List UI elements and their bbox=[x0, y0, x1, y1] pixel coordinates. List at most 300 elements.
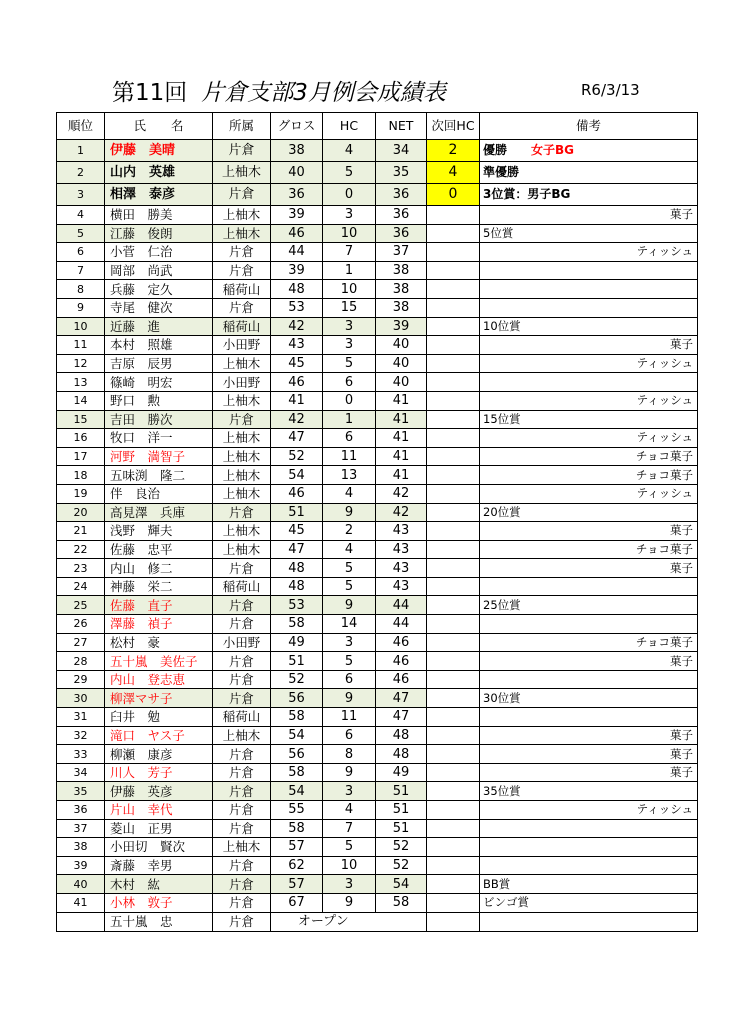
net-cell: 47 bbox=[376, 689, 427, 708]
next-hc-cell bbox=[427, 354, 480, 373]
net-cell: 37 bbox=[376, 243, 427, 262]
table-row bbox=[57, 856, 698, 875]
hc-cell: 11 bbox=[323, 708, 376, 727]
rank-cell: 36 bbox=[57, 801, 105, 820]
hc-cell: 4 bbox=[323, 540, 376, 559]
table-row bbox=[57, 745, 698, 764]
remark-cell bbox=[480, 466, 698, 485]
club-cell: 上柚木 bbox=[213, 522, 271, 541]
gross-cell: 48 bbox=[271, 577, 323, 596]
name-cell: 斎藤 幸男 bbox=[105, 856, 213, 875]
remark-text: 10位賞 bbox=[483, 318, 521, 333]
next-hc-cell bbox=[427, 410, 480, 429]
club-cell: 片倉 bbox=[213, 503, 271, 522]
rank-cell: 27 bbox=[57, 633, 105, 652]
rank-cell: 32 bbox=[57, 726, 105, 745]
table-row bbox=[57, 261, 698, 280]
name-cell: 松村 豪 bbox=[105, 633, 213, 652]
next-hc-cell bbox=[427, 745, 480, 764]
remark-text: 15位賞 bbox=[483, 411, 521, 426]
open-row bbox=[57, 912, 698, 931]
name-cell: 岡部 尚武 bbox=[105, 261, 213, 280]
remark-cell bbox=[480, 708, 698, 727]
gross-cell: 54 bbox=[271, 466, 323, 485]
name-cell: 柳瀬 康彦 bbox=[105, 745, 213, 764]
next-hc-cell bbox=[427, 317, 480, 336]
next-hc-cell bbox=[427, 373, 480, 392]
remark-text: 菓子 bbox=[670, 560, 693, 575]
club-cell: 稲荷山 bbox=[213, 280, 271, 299]
gross-cell: 36 bbox=[271, 184, 323, 206]
remark-text: 準優勝 bbox=[483, 165, 520, 179]
gross-cell: 45 bbox=[271, 354, 323, 373]
open-label: オープン bbox=[271, 912, 376, 931]
table-row bbox=[57, 298, 698, 317]
remark-cell bbox=[480, 373, 698, 392]
club-cell: 上柚木 bbox=[213, 391, 271, 410]
remark-text: 25位賞 bbox=[483, 597, 521, 612]
hc-cell: 7 bbox=[323, 819, 376, 838]
remark-text: チョコ菓子 bbox=[635, 541, 693, 556]
hc-cell: 9 bbox=[323, 893, 376, 912]
gross-cell: 47 bbox=[271, 540, 323, 559]
gross-cell: 51 bbox=[271, 503, 323, 522]
club-cell: 上柚木 bbox=[213, 447, 271, 466]
gross-cell: 53 bbox=[271, 596, 323, 615]
table-row bbox=[57, 391, 698, 410]
remark-cell bbox=[480, 484, 698, 503]
table-row bbox=[57, 447, 698, 466]
rank-cell: 9 bbox=[57, 298, 105, 317]
header-club: 所属 bbox=[213, 113, 271, 140]
remark-text: ティッシュ bbox=[636, 802, 693, 817]
name-cell: 野口 勲 bbox=[105, 391, 213, 410]
next-hc-cell bbox=[427, 484, 480, 503]
remark-cell bbox=[480, 410, 698, 429]
remark-text: 30位賞 bbox=[483, 690, 521, 705]
remark-text: 菓子 bbox=[670, 746, 693, 761]
club-cell: 上柚木 bbox=[213, 354, 271, 373]
net-cell: 54 bbox=[376, 875, 427, 894]
club-cell: 稲荷山 bbox=[213, 577, 271, 596]
remark-cell bbox=[480, 912, 698, 931]
table-row bbox=[57, 559, 698, 578]
name-cell: 河野 満智子 bbox=[105, 447, 213, 466]
rank-cell: 37 bbox=[57, 819, 105, 838]
rank-cell: 31 bbox=[57, 708, 105, 727]
next-hc-cell: 0 bbox=[427, 184, 480, 206]
hc-cell: 9 bbox=[323, 503, 376, 522]
name-cell: 神藤 栄二 bbox=[105, 577, 213, 596]
table-row bbox=[57, 317, 698, 336]
gross-cell: 55 bbox=[271, 801, 323, 820]
name-cell: 小林 敦子 bbox=[105, 893, 213, 912]
next-hc-cell bbox=[427, 763, 480, 782]
gross-cell: 45 bbox=[271, 522, 323, 541]
table-row bbox=[57, 224, 698, 243]
club-cell: 上柚木 bbox=[213, 838, 271, 857]
rank-cell: 39 bbox=[57, 856, 105, 875]
next-hc-cell bbox=[427, 875, 480, 894]
name-cell: 小田切 賢次 bbox=[105, 838, 213, 857]
next-hc-cell bbox=[427, 224, 480, 243]
hc-cell: 6 bbox=[323, 429, 376, 448]
rank-cell: 38 bbox=[57, 838, 105, 857]
table-row bbox=[57, 577, 698, 596]
hc-cell: 6 bbox=[323, 670, 376, 689]
gross-cell: 62 bbox=[271, 856, 323, 875]
club-cell: 片倉 bbox=[213, 745, 271, 764]
hc-cell: 10 bbox=[323, 280, 376, 299]
rank-cell: 30 bbox=[57, 689, 105, 708]
remark-cell bbox=[480, 615, 698, 634]
name-cell: 伴 良治 bbox=[105, 484, 213, 503]
gross-cell: 57 bbox=[271, 838, 323, 857]
rank-cell: 12 bbox=[57, 354, 105, 373]
hc-cell: 5 bbox=[323, 838, 376, 857]
remark-cell bbox=[480, 838, 698, 857]
next-hc-cell bbox=[427, 447, 480, 466]
net-cell: 36 bbox=[376, 206, 427, 225]
remark-text: ティッシュ bbox=[636, 430, 693, 445]
club-cell: 片倉 bbox=[213, 763, 271, 782]
name-cell: 滝口 ヤス子 bbox=[105, 726, 213, 745]
gross-cell: 58 bbox=[271, 819, 323, 838]
next-hc-cell bbox=[427, 838, 480, 857]
net-cell: 42 bbox=[376, 503, 427, 522]
remark-cell bbox=[480, 670, 698, 689]
rank-cell: 22 bbox=[57, 540, 105, 559]
remark-text: 菓子 bbox=[670, 727, 693, 742]
table-row bbox=[57, 522, 698, 541]
hc-cell: 3 bbox=[323, 206, 376, 225]
hc-cell: 6 bbox=[323, 726, 376, 745]
name-cell: 五十嵐 忠 bbox=[105, 912, 213, 931]
net-cell: 46 bbox=[376, 633, 427, 652]
table-row bbox=[57, 280, 698, 299]
club-cell: 片倉 bbox=[213, 670, 271, 689]
next-hc-cell bbox=[427, 708, 480, 727]
club-cell: 片倉 bbox=[213, 689, 271, 708]
remark-cell bbox=[480, 522, 698, 541]
hc-cell: 4 bbox=[323, 484, 376, 503]
gross-cell: 58 bbox=[271, 615, 323, 634]
name-cell: 佐藤 忠平 bbox=[105, 540, 213, 559]
next-hc-cell bbox=[427, 243, 480, 262]
rank-cell: 10 bbox=[57, 317, 105, 336]
club-cell: 片倉 bbox=[213, 559, 271, 578]
hc-cell: 7 bbox=[323, 243, 376, 262]
next-hc-cell bbox=[427, 429, 480, 448]
remark-cell bbox=[480, 206, 698, 225]
title-round: 第11回 bbox=[112, 80, 188, 106]
table-row bbox=[57, 801, 698, 820]
table-row bbox=[57, 689, 698, 708]
club-cell: 上柚木 bbox=[213, 466, 271, 485]
net-cell: 38 bbox=[376, 298, 427, 317]
net-cell: 58 bbox=[376, 893, 427, 912]
gross-cell: 57 bbox=[271, 875, 323, 894]
net-cell: 41 bbox=[376, 391, 427, 410]
gross-cell: 43 bbox=[271, 336, 323, 355]
name-cell: 木村 紘 bbox=[105, 875, 213, 894]
rank-cell: 14 bbox=[57, 391, 105, 410]
table-row bbox=[57, 819, 698, 838]
gross-cell: 41 bbox=[271, 391, 323, 410]
remark-cell bbox=[480, 336, 698, 355]
rank-cell: 18 bbox=[57, 466, 105, 485]
name-cell: 浅野 輝夫 bbox=[105, 522, 213, 541]
rank-cell: 25 bbox=[57, 596, 105, 615]
hc-cell: 8 bbox=[323, 745, 376, 764]
club-cell: 片倉 bbox=[213, 410, 271, 429]
next-hc-cell bbox=[427, 670, 480, 689]
name-cell: 吉原 辰男 bbox=[105, 354, 213, 373]
remark-cell bbox=[480, 577, 698, 596]
club-cell: 小田野 bbox=[213, 373, 271, 392]
remark-cell bbox=[480, 540, 698, 559]
next-hc-cell bbox=[427, 391, 480, 410]
name-cell: 篠崎 明宏 bbox=[105, 373, 213, 392]
header-remark: 備考 bbox=[480, 113, 698, 140]
remark-text: 35位賞 bbox=[483, 783, 521, 798]
remark-text: 菓子 bbox=[670, 653, 693, 668]
hc-cell: 1 bbox=[323, 261, 376, 280]
remark-cell bbox=[480, 801, 698, 820]
table-row bbox=[57, 596, 698, 615]
remark-text: ティッシュ bbox=[636, 356, 693, 371]
club-cell: 小田野 bbox=[213, 633, 271, 652]
gross-cell: 47 bbox=[271, 429, 323, 448]
rank-cell bbox=[57, 912, 105, 931]
net-cell: 41 bbox=[376, 466, 427, 485]
name-cell: 川人 芳子 bbox=[105, 763, 213, 782]
net-cell: 41 bbox=[376, 410, 427, 429]
remark-cell bbox=[480, 280, 698, 299]
next-hc-cell bbox=[427, 689, 480, 708]
remark-cell bbox=[480, 184, 698, 206]
table-row bbox=[57, 838, 698, 857]
gross-cell: 46 bbox=[271, 224, 323, 243]
remark-text: チョコ菓子 bbox=[635, 467, 693, 482]
rank-cell: 29 bbox=[57, 670, 105, 689]
net-cell: 39 bbox=[376, 317, 427, 336]
club-cell: 片倉 bbox=[213, 140, 271, 162]
next-hc-cell bbox=[427, 782, 480, 801]
name-cell: 菱山 正男 bbox=[105, 819, 213, 838]
table-row bbox=[57, 373, 698, 392]
table-row bbox=[57, 652, 698, 671]
remark-cell bbox=[480, 224, 698, 243]
next-hc-cell bbox=[427, 261, 480, 280]
net-cell: 40 bbox=[376, 354, 427, 373]
table-row bbox=[57, 354, 698, 373]
net-cell: 41 bbox=[376, 447, 427, 466]
remark-cell bbox=[480, 354, 698, 373]
table-row bbox=[57, 763, 698, 782]
hc-cell: 3 bbox=[323, 782, 376, 801]
table-row bbox=[57, 336, 698, 355]
name-cell: 牧口 洋一 bbox=[105, 429, 213, 448]
gross-cell: 56 bbox=[271, 745, 323, 764]
net-cell: 36 bbox=[376, 224, 427, 243]
hc-cell: 5 bbox=[323, 162, 376, 184]
next-hc-cell bbox=[427, 726, 480, 745]
name-cell: 伊藤 美晴 bbox=[105, 140, 213, 162]
next-hc-cell bbox=[427, 819, 480, 838]
date-label: R6/3/13 bbox=[581, 81, 640, 99]
net-cell: 44 bbox=[376, 615, 427, 634]
name-cell: 柳澤マサ子 bbox=[105, 689, 213, 708]
remark-cell bbox=[480, 391, 698, 410]
next-hc-cell bbox=[427, 336, 480, 355]
next-hc-cell bbox=[427, 596, 480, 615]
next-hc-cell bbox=[427, 466, 480, 485]
remark-cell bbox=[480, 745, 698, 764]
hc-cell: 5 bbox=[323, 559, 376, 578]
rank-cell: 8 bbox=[57, 280, 105, 299]
hc-cell: 15 bbox=[323, 298, 376, 317]
header-net: NET bbox=[376, 113, 427, 140]
name-cell: 小菅 仁治 bbox=[105, 243, 213, 262]
club-cell: 片倉 bbox=[213, 261, 271, 280]
club-cell: 上柚木 bbox=[213, 224, 271, 243]
table-row bbox=[57, 184, 698, 206]
net-cell: 52 bbox=[376, 856, 427, 875]
next-hc-cell bbox=[427, 522, 480, 541]
rank-cell: 33 bbox=[57, 745, 105, 764]
table-row bbox=[57, 503, 698, 522]
remark-award: 女子BG bbox=[531, 143, 575, 157]
gross-cell: 39 bbox=[271, 206, 323, 225]
rank-cell: 16 bbox=[57, 429, 105, 448]
table-row bbox=[57, 410, 698, 429]
gross-cell: 44 bbox=[271, 243, 323, 262]
net-cell: 44 bbox=[376, 596, 427, 615]
results-table bbox=[56, 112, 698, 932]
name-cell: 兵藤 定久 bbox=[105, 280, 213, 299]
remark-text: 菓子 bbox=[670, 337, 693, 352]
remark-cell bbox=[480, 689, 698, 708]
club-cell: 片倉 bbox=[213, 856, 271, 875]
net-cell bbox=[376, 912, 427, 931]
header-gross: グロス bbox=[271, 113, 323, 140]
hc-cell: 0 bbox=[323, 184, 376, 206]
remark-cell bbox=[480, 317, 698, 336]
remark-cell bbox=[480, 243, 698, 262]
remark-cell bbox=[480, 429, 698, 448]
gross-cell: 58 bbox=[271, 708, 323, 727]
name-cell: 澤藤 禎子 bbox=[105, 615, 213, 634]
table-header-row bbox=[57, 113, 698, 140]
name-cell: 江藤 俊朗 bbox=[105, 224, 213, 243]
remark-cell bbox=[480, 819, 698, 838]
hc-cell: 1 bbox=[323, 410, 376, 429]
name-cell: 寺尾 健次 bbox=[105, 298, 213, 317]
remark-text: 菓子 bbox=[670, 207, 693, 222]
net-cell: 47 bbox=[376, 708, 427, 727]
remark-cell bbox=[480, 893, 698, 912]
gross-cell: 58 bbox=[271, 763, 323, 782]
title-text: 片倉支部3月例会成績表 bbox=[201, 80, 446, 106]
remark-text: チョコ菓子 bbox=[635, 449, 693, 464]
gross-cell: 39 bbox=[271, 261, 323, 280]
table-row bbox=[57, 875, 698, 894]
rank-cell: 13 bbox=[57, 373, 105, 392]
rank-cell: 23 bbox=[57, 559, 105, 578]
club-cell: 上柚木 bbox=[213, 206, 271, 225]
hc-cell: 9 bbox=[323, 596, 376, 615]
table-row bbox=[57, 484, 698, 503]
remark-text: チョコ菓子 bbox=[635, 634, 693, 649]
net-cell: 43 bbox=[376, 577, 427, 596]
gross-cell: 54 bbox=[271, 726, 323, 745]
name-cell: 五味渕 隆二 bbox=[105, 466, 213, 485]
rank-cell: 21 bbox=[57, 522, 105, 541]
net-cell: 48 bbox=[376, 726, 427, 745]
club-cell: 片倉 bbox=[213, 819, 271, 838]
name-cell: 本村 照雄 bbox=[105, 336, 213, 355]
next-hc-cell bbox=[427, 652, 480, 671]
remark-text: 5位賞 bbox=[483, 225, 514, 240]
table-row bbox=[57, 782, 698, 801]
rank-cell: 24 bbox=[57, 577, 105, 596]
club-cell: 稲荷山 bbox=[213, 708, 271, 727]
gross-cell: 54 bbox=[271, 782, 323, 801]
remark-cell bbox=[480, 447, 698, 466]
table-row bbox=[57, 162, 698, 184]
rank-cell: 26 bbox=[57, 615, 105, 634]
remark-cell bbox=[480, 298, 698, 317]
next-hc-cell bbox=[427, 280, 480, 299]
hc-cell: 3 bbox=[323, 336, 376, 355]
next-hc-cell bbox=[427, 206, 480, 225]
club-cell: 小田野 bbox=[213, 336, 271, 355]
name-cell: 片山 幸代 bbox=[105, 801, 213, 820]
gross-cell: 46 bbox=[271, 484, 323, 503]
remark-text: BB賞 bbox=[483, 876, 511, 891]
club-cell: 上柚木 bbox=[213, 429, 271, 448]
next-hc-cell bbox=[427, 559, 480, 578]
next-hc-cell: 4 bbox=[427, 162, 480, 184]
club-cell: 上柚木 bbox=[213, 726, 271, 745]
hc-cell: 9 bbox=[323, 763, 376, 782]
hc-cell: 5 bbox=[323, 577, 376, 596]
rank-cell: 1 bbox=[57, 140, 105, 162]
club-cell: 片倉 bbox=[213, 243, 271, 262]
remark-text: ティッシュ bbox=[636, 393, 693, 408]
name-cell: 伊藤 英彦 bbox=[105, 782, 213, 801]
table-row bbox=[57, 140, 698, 162]
hc-cell: 5 bbox=[323, 354, 376, 373]
net-cell: 40 bbox=[376, 336, 427, 355]
remark-text: ティッシュ bbox=[636, 486, 693, 501]
club-cell: 片倉 bbox=[213, 782, 271, 801]
name-cell: 吉田 勝次 bbox=[105, 410, 213, 429]
table-row bbox=[57, 206, 698, 225]
name-cell: 高見澤 兵庫 bbox=[105, 503, 213, 522]
remark-cell bbox=[480, 162, 698, 184]
gross-cell: 40 bbox=[271, 162, 323, 184]
gross-cell: 48 bbox=[271, 559, 323, 578]
gross-cell: 52 bbox=[271, 670, 323, 689]
name-cell: 佐藤 直子 bbox=[105, 596, 213, 615]
net-cell: 43 bbox=[376, 522, 427, 541]
next-hc-cell bbox=[427, 633, 480, 652]
name-cell: 臼井 勉 bbox=[105, 708, 213, 727]
net-cell: 40 bbox=[376, 373, 427, 392]
net-cell: 46 bbox=[376, 670, 427, 689]
